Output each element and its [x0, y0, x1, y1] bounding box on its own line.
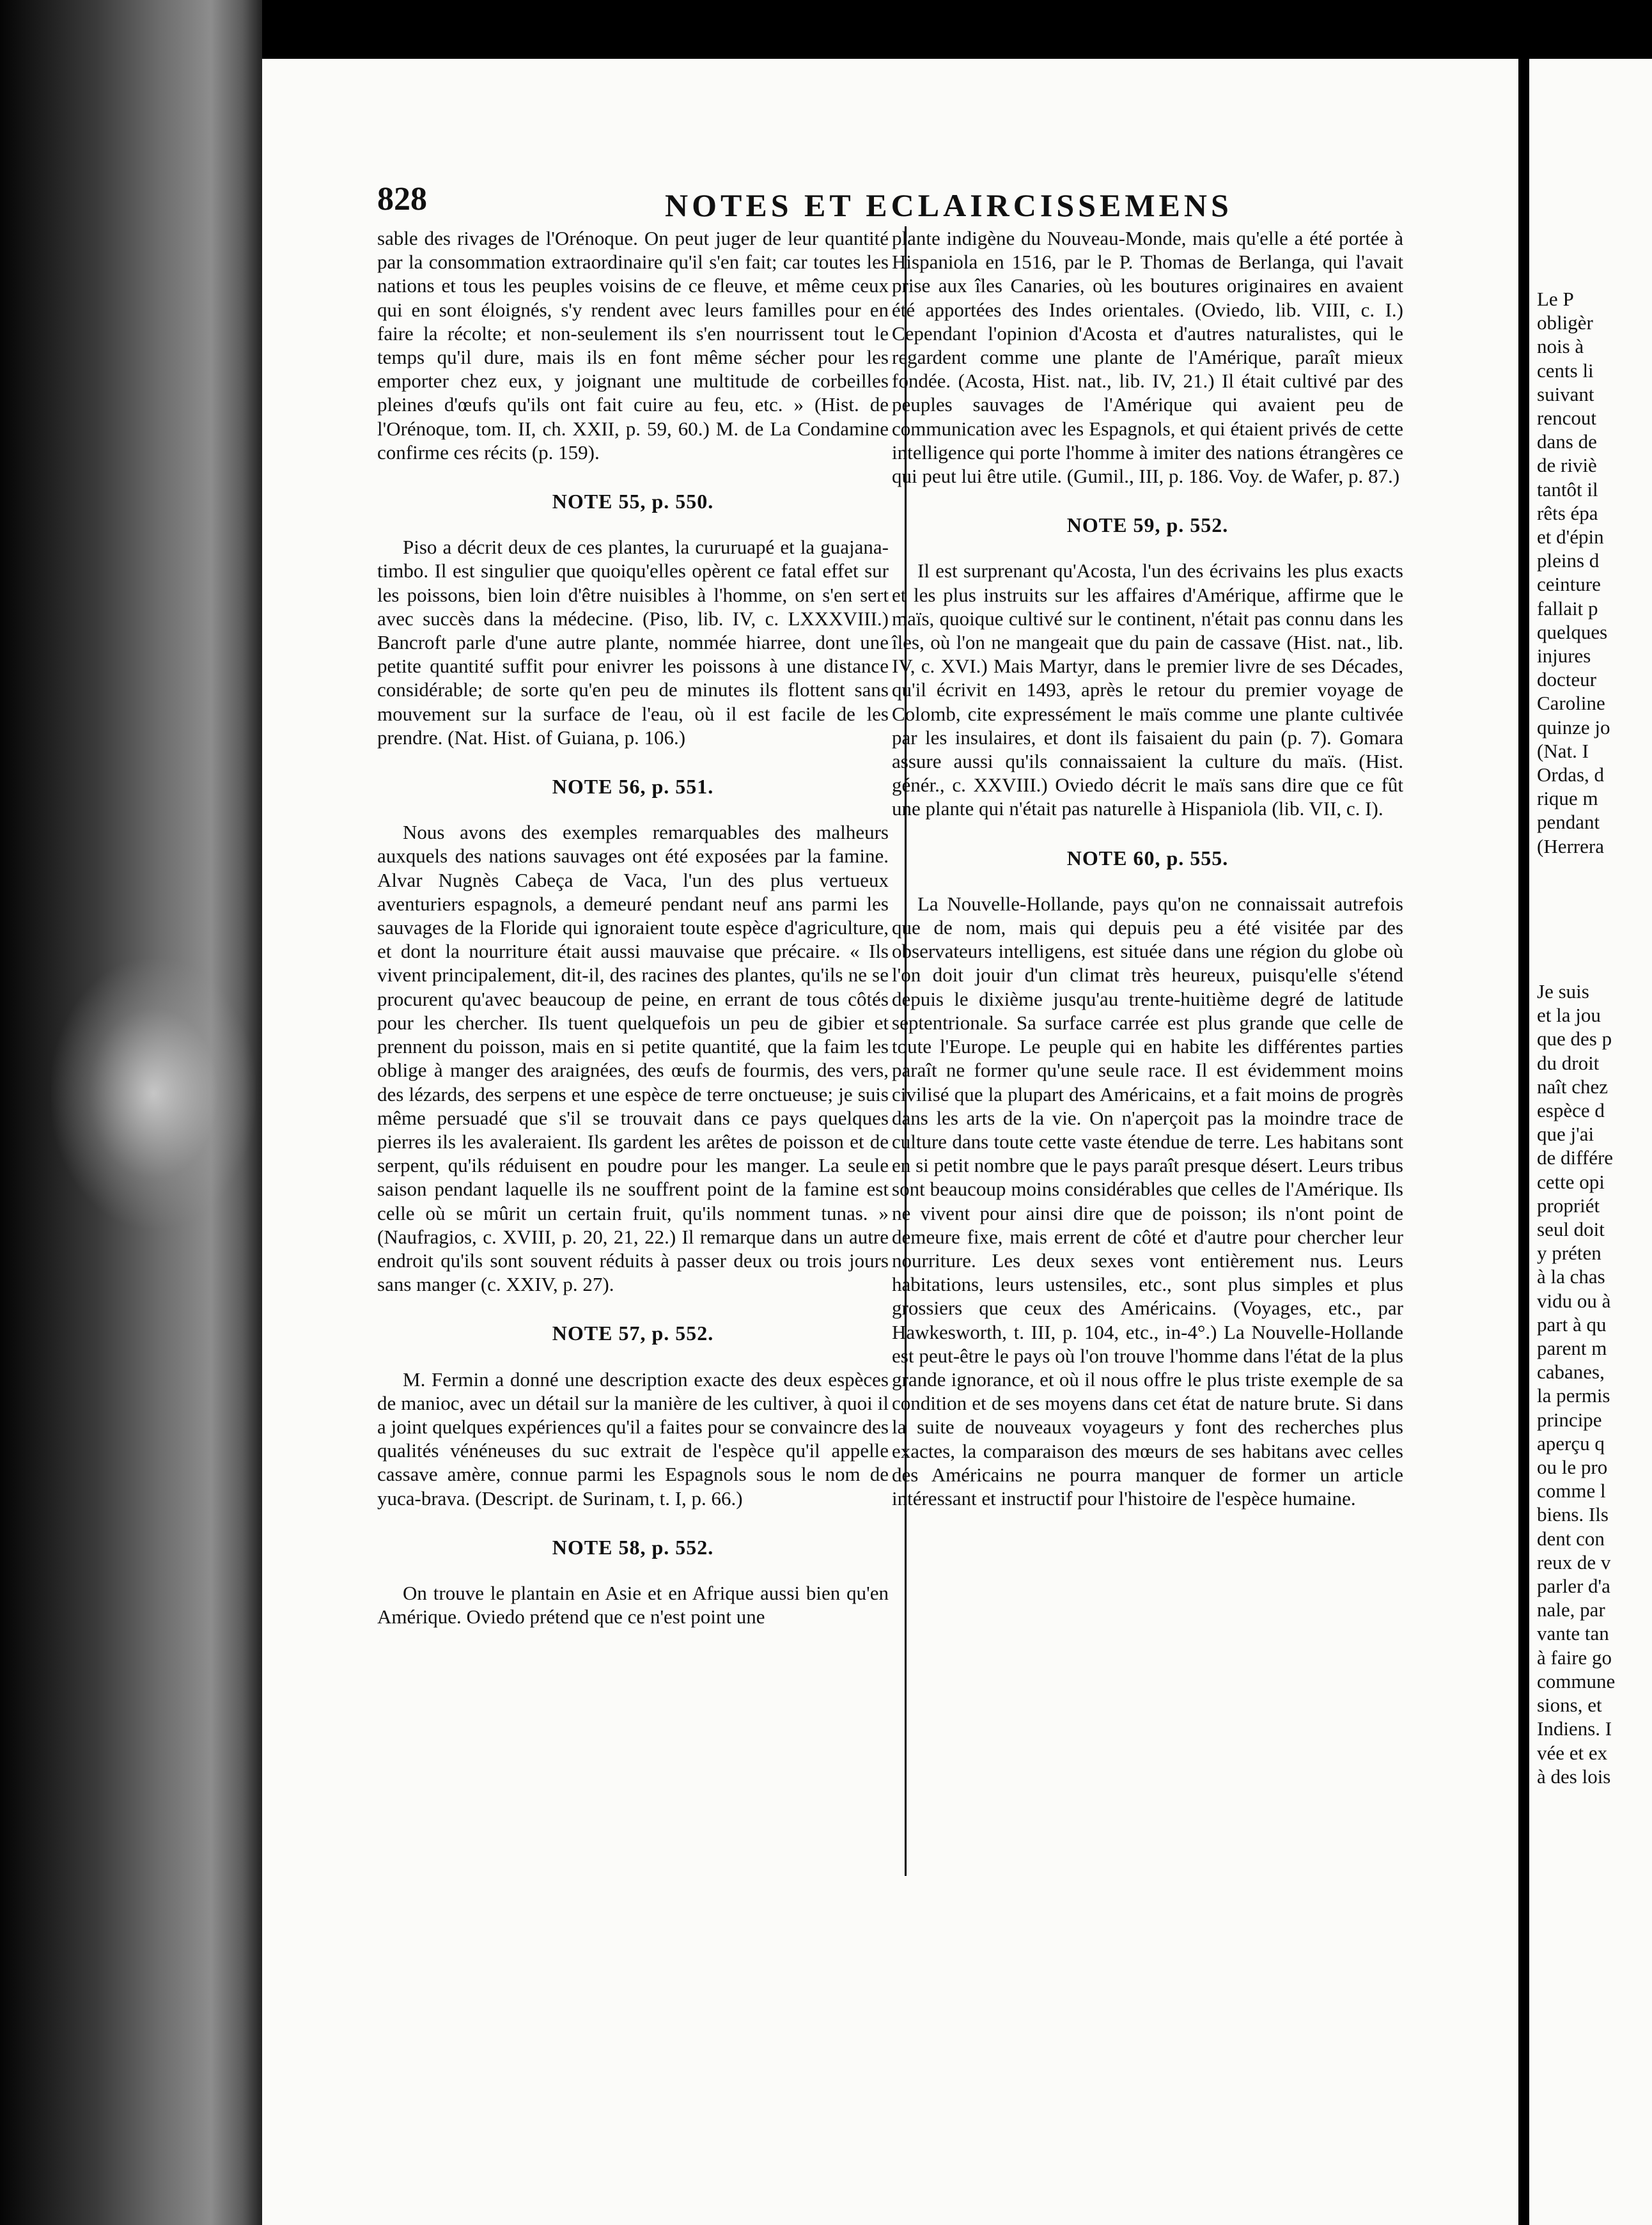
facing-page-line: dent con	[1537, 1527, 1605, 1550]
facing-page-line: docteur	[1537, 668, 1596, 691]
facing-page-line: à la chas	[1537, 1265, 1605, 1288]
facing-page-line: (Nat. I	[1537, 739, 1589, 762]
facing-page-line: espèce d	[1537, 1099, 1605, 1122]
facing-page-line: Indiens. I	[1537, 1717, 1612, 1740]
facing-page-line: la permis	[1537, 1384, 1610, 1407]
facing-page-line: quinze jo	[1537, 715, 1610, 738]
facing-page	[1529, 59, 1652, 2225]
facing-page-line: pendant	[1537, 811, 1600, 834]
facing-page-line: nois à	[1537, 335, 1584, 358]
facing-page-line: comme l	[1537, 1479, 1606, 1503]
page-number: 828	[377, 181, 427, 217]
facing-page-line: et d'épin	[1537, 526, 1604, 549]
facing-page-line: Caroline	[1537, 692, 1605, 715]
facing-page-line: que j'ai	[1537, 1123, 1594, 1146]
facing-page-line: obligèr	[1537, 311, 1593, 334]
paragraph: La Nouvelle-Hollande, pays qu'on ne connaissait autrefois que de nom, mais qui depuis peu a été visitée par des observateurs intelligens, est située dans une région du globe où l'on doit jouir d'un climat très heureux, puisqu'elle s'étend depuis le dixième jusqu'au trente-huitième degré de latitude septentrionale. Sa surface carrée est plus grande que celle de toute l'Europe. Le peuple qui en habite les différentes parties paraît ne former qu'une seule race. Il est évidemment moins civilisé que la plupart des Américains, et a fait moins de progrès dans les arts de la vie. On n'aperçoit pas la moindre trace de culture dans toute cette vaste étendue de terre. Les habitans sont en si petit nombre que le pays paraît presque désert. Leurs tribus sont beaucoup moins considérables que celles de l'Amérique. Ils ne vivent pour ainsi dire que de poisson; ils n'ont point de demeure fixe, mais errent de côté et d'autre pour chercher leur nourriture. Les deux sexes vont entièrement nus. Leurs habitations, leurs ustensiles, etc., sont plus simples et plus grossiers que ceux des Américains. (Voyages, etc., par Hawkesworth, t. III, p. 104, etc., in-4°.) La Nouvelle-Hollande est peut-être le pays où l'on trouve l'homme dans l'état de la plus grande ignorance, et où il nous offre le plus triste exemple de sa condition et de ses moyens dans cet état de nature brute. Si dans la suite de nouveaux voyageurs y font des recherches plus exactes, la comparaison des mœurs de ses habitans avec celles des Américains ne pourra manquer de former un article intéressant et instructif pour l'histoire de l'espèce humaine.	[892, 892, 1403, 1510]
note-heading: NOTE 59, p. 552.	[1066, 513, 1229, 537]
facing-page-line: cette opi	[1537, 1170, 1605, 1193]
right-column	[892, 226, 1403, 1510]
facing-page-line: biens. Ils	[1537, 1503, 1609, 1526]
note-heading: NOTE 57, p. 552.	[552, 1322, 714, 1345]
running-head: NOTES ET ECLAIRCISSEMENS	[665, 187, 1233, 223]
facing-page-fragment-bottom	[1537, 980, 1652, 1788]
facing-page-line: Ordas, d	[1537, 763, 1605, 786]
facing-page-line: vidu ou à	[1537, 1289, 1611, 1312]
facing-page-line: du droit	[1537, 1051, 1600, 1074]
facing-page-line: rencout	[1537, 407, 1596, 430]
facing-page-line: y préten	[1537, 1242, 1601, 1265]
facing-page-line: à faire go	[1537, 1646, 1612, 1669]
facing-page-line: à des lois	[1537, 1765, 1611, 1788]
facing-page-line: cents li	[1537, 359, 1594, 382]
facing-page-line: de différe	[1537, 1146, 1614, 1169]
facing-page-line: propriét	[1537, 1194, 1600, 1217]
note-heading: NOTE 56, p. 551.	[552, 775, 714, 799]
facing-page-line: nale, par	[1537, 1598, 1605, 1621]
facing-page-line: parent m	[1537, 1337, 1607, 1360]
facing-page-fragment-top	[1537, 287, 1652, 858]
facing-page-line: sions, et	[1537, 1694, 1602, 1717]
facing-page-line: ou le pro	[1537, 1456, 1608, 1479]
facing-page-line: dans de	[1537, 430, 1597, 453]
facing-page-line: fallait p	[1537, 597, 1598, 620]
facing-page-line: vée et ex	[1537, 1741, 1608, 1764]
note-heading: NOTE 60, p. 555.	[1066, 846, 1229, 870]
facing-page-line: Le P	[1537, 288, 1574, 310]
facing-page-line: aperçu q	[1537, 1432, 1605, 1455]
facing-page-line: pleins d	[1537, 549, 1600, 572]
paragraph: Piso a décrit deux de ces plantes, la cururuapé et la guajana-timbo. Il est singulier que quoiqu'elles opèrent ce fatal effet sur les poissons, bien loin d'être nuisibles à l'homme, on s'en sert avec succès dans la médecine. (Piso, lib. IV, c. LXXXVIII.) Bancroft parle d'une autre plante, nommée hiarree, dont une petite quantité suffit pour enivrer les poissons à une distance considérable; de sorte qu'en peu de minutes ils flottent sans mouvement sur la surface de l'eau, où il est facile de les prendre. (Nat. Hist. of Guiana, p. 106.)	[377, 536, 889, 749]
left-column	[377, 226, 889, 1628]
facing-page-line: principe	[1537, 1408, 1602, 1431]
facing-page-line: naît chez	[1537, 1075, 1609, 1098]
spine-stain	[51, 959, 256, 1228]
facing-page-line: et la jou	[1537, 1004, 1601, 1027]
facing-page-line: rêts épa	[1537, 501, 1598, 524]
paragraph: M. Fermin a donné une description exacte des deux espèces de manioc, avec un détail sur la manière de les cultiver, à quoi il a joint quelques expériences qu'il a faites pour se convaincre des qualités vénéneuses du suc extrait de l'espèce qu'il appelle cassave amère, connue parmi les Espagnols sous le nom de yuca-brava. (Descript. de Surinam, t. I, p. 66.)	[377, 1368, 889, 1510]
page-gutter	[1518, 59, 1529, 2225]
left-page	[262, 59, 1518, 2225]
facing-page-line: Je suis	[1537, 980, 1589, 1003]
facing-page-line: rique m	[1537, 787, 1598, 810]
facing-page-line: (Herrera	[1537, 834, 1604, 857]
facing-page-line: que des p	[1537, 1027, 1612, 1050]
facing-page-line: injures	[1537, 644, 1591, 668]
facing-page-line: vante tan	[1537, 1622, 1609, 1645]
note-heading: NOTE 58, p. 552.	[552, 1535, 714, 1559]
paragraph: Nous avons des exemples remarquables des malheurs auxquels des nations sauvages ont été exposées par la famine. Alvar Nugnès Cabeça de Vaca, l'un des plus vertueux aventuriers espagnols, a demeuré pendant neuf ans parmi les sauvages de la Floride qui ignoraient toute espèce d'agriculture, et dont la nourriture était aussi mauvaise que précaire. « Ils vivent principalement, dit-il, des racines des plantes, qu'ils ne se procurent qu'avec beaucoup de peine, en errant de tous côtés pour les chercher. Ils tuent quelquefois un peu de gibier et prennent du poisson, mais en si petite quantité, que la faim les oblige à manger des araignées, des œufs de fourmis, des vers, des lézards, des serpens et une espèce de terre onctueuse; je suis même persuadé que s'il se trouvait dans ce pays quelques pierres ils les avaleraient. Ils gardent les arêtes de poisson et de serpent, qu'ils réduisent en poudre pour les manger. La seule saison pendant laquelle ils ne souffrent point de la famine est celle où se mûrit un certain fruit, qu'ils nomment tunas. » (Naufragios, c. XVIII, p. 20, 21, 22.) Il remarque dans un autre endroit qu'ils sont souvent réduits à passer deux ou trois jours sans manger (c. XXIV, p. 27).	[377, 821, 889, 1296]
book-spine	[0, 0, 262, 2225]
facing-page-line: seul doit	[1537, 1218, 1605, 1241]
facing-page-line: part à qu	[1537, 1313, 1607, 1336]
paragraph: sable des rivages de l'Orénoque. On peut juger de leur quantité par la consommation extraordinaire qu'il s'en fait; car toutes les nations et tous les peuples voisins de ce fleuve, et même ceux qui en sont éloignés, s'y rendent avec leurs familles pour en faire la récolte; et non-seulement ils s'en nourrissent tout le temps qu'il dure, mais ils en font même sécher pour les emporter chez eux, y joignant une multitude de corbeilles pleines d'œufs qu'ils ont fait cuire au feu, etc. » (Hist. de l'Orénoque, tom. II, ch. XXII, p. 59, 60.) M. de La Condamine confirme ces récits (p. 159).	[377, 227, 889, 464]
facing-page-line: suivant	[1537, 382, 1594, 405]
facing-page-line: commune	[1537, 1669, 1616, 1692]
paragraph: On trouve le plantain en Asie et en Afrique aussi bien qu'en Amérique. Oviedo prétend que ce n'est point une	[377, 1581, 889, 1628]
facing-page-line: ceinture	[1537, 573, 1601, 596]
facing-page-line: tantôt il	[1537, 478, 1598, 501]
paragraph: Il est surprenant qu'Acosta, l'un des écrivains les plus exacts et les plus instruits sur les affaires d'Amérique, affirme que le maïs, quoique cultivé sur le continent, n'était pas connu dans les îles, où l'on ne mangeait que du pain de cassave (Hist. nat., lib. IV, c. XVI.) Mais Martyr, dans le premier livre de ses Décades, qu'il écrivit en 1493, après le retour du premier voyage de Colomb, cite expressément le maïs comme une plante cultivée par les insulaires, et dont ils faisaient du pain (p. 7). Gomara assure aussi qu'ils connaissaient la culture du maïs. (Hist. génér., c. XXVIII.) Oviedo décrit le maïs sans dire que ce fût une plante qui n'était pas naturelle à Hispaniola (lib. VII, c. I).	[892, 559, 1403, 820]
note-heading: NOTE 55, p. 550.	[552, 490, 714, 513]
facing-page-line: de riviè	[1537, 454, 1597, 477]
facing-page-line: parler d'a	[1537, 1575, 1610, 1598]
paragraph: plante indigène du Nouveau-Monde, mais qu'elle a été portée à Hispaniola en 1516, par le P. Thomas de Berlanga, qui l'avait prise aux îles Canaries, où les boutures originaires en avaient été apportées des Indes orientales. (Oviedo, lib. VIII, c. I.) Cependant l'opinion d'Acosta et d'autres naturalistes, qui le regardent comme une plante de l'Amérique, paraît mieux fondée. (Acosta, Hist. nat., lib. IV, 21.) Il était cultivé par des peuples sauvages de l'Amérique qui avaient peu de communication avec les Espagnols, et qui étaient privés de cette intelligence qui porte l'homme à imiter des nations étrangères ce qui peut lui être utile. (Gumil., III, p. 186. Voy. de Wafer, p. 87.)	[892, 227, 1403, 488]
facing-page-line: cabanes,	[1537, 1361, 1605, 1384]
facing-page-line: reux de v	[1537, 1550, 1611, 1573]
facing-page-line: quelques	[1537, 620, 1608, 643]
